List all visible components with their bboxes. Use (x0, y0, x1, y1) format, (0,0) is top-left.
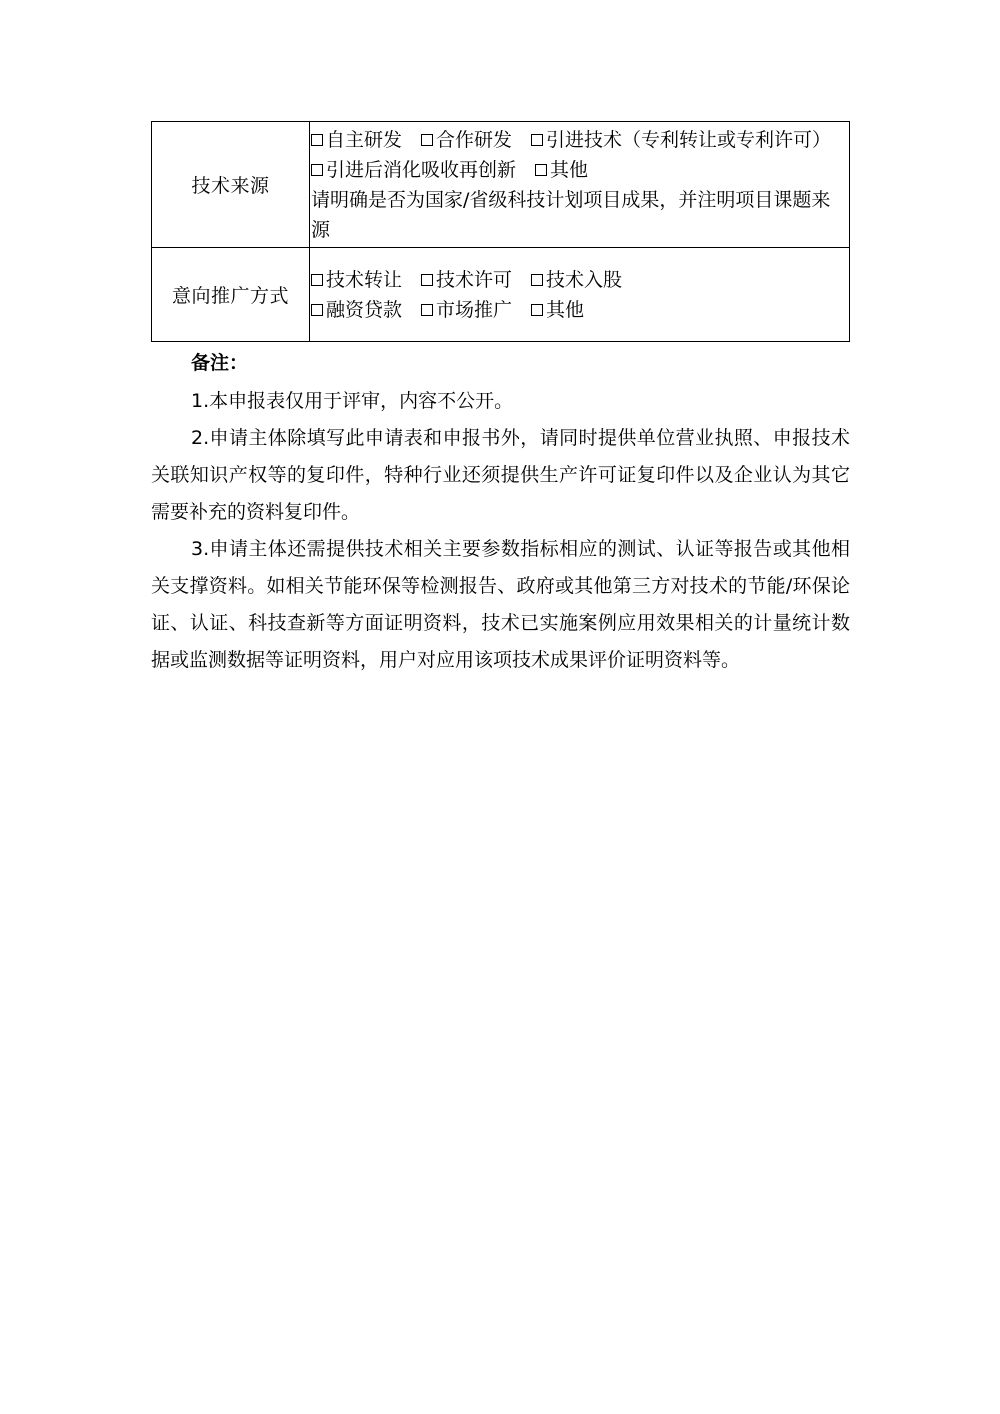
tech-source-options-line1 (311, 125, 849, 155)
checkbox-icon[interactable] (531, 304, 543, 316)
option-market-promotion[interactable]: 市场推广 (421, 295, 512, 325)
promotion-method-options (310, 248, 850, 342)
option-tech-license[interactable]: 技术许可 (421, 265, 512, 295)
checkbox-icon[interactable] (311, 134, 323, 146)
note-item-1: 1.本申报表仅用于评审，内容不公开。 (191, 390, 514, 412)
table-row-tech-source (152, 122, 850, 248)
checkbox-icon[interactable] (421, 304, 433, 316)
promotion-method-label: 意向推广方式 (152, 248, 310, 342)
checkbox-icon[interactable] (531, 134, 543, 146)
promotion-method-options-line1 (311, 265, 849, 295)
checkbox-icon[interactable] (421, 274, 433, 286)
option-other-method[interactable]: 其他 (531, 295, 584, 325)
note-item-3: 3.申请主体还需提供技术相关主要参数指标相应的测试、认证等报告或其他相关支撑资料。如相关节能环保等检测报告、政府或其他第三方对技术的节能/环保论证、认证、科技查新等方面证明资料，技术已实施案例应用效果相关的计量统计数据或监测数据等证明资料，用户对应用该项技术成果评价证明资料等。 (151, 538, 850, 671)
tech-source-options (310, 122, 850, 248)
option-financing-loan[interactable]: 融资贷款 (311, 295, 402, 325)
option-tech-equity[interactable]: 技术入股 (531, 265, 622, 295)
option-other-source[interactable]: 其他 (535, 155, 588, 185)
checkbox-icon[interactable] (311, 164, 323, 176)
note-item-2: 2.申请主体除填写此申请表和申报书外，请同时提供单位营业执照、申报技术关联知识产权等的复印件，特种行业还须提供生产许可证复印件以及企业认为其它需要补充的资料复印件。 (151, 427, 850, 523)
application-form-table (151, 121, 850, 342)
checkbox-icon[interactable] (421, 134, 433, 146)
option-cooperative[interactable]: 合作研发 (421, 125, 512, 155)
promotion-method-options-line2 (311, 295, 849, 325)
option-reinnovation[interactable]: 引进后消化吸收再创新 (311, 155, 516, 185)
notes-title: 备注： (191, 352, 249, 374)
tech-source-request-note: 请明确是否为国家/省级科技计划项目成果，并注明项目课题来源 (311, 189, 831, 241)
table-row-promotion-method (152, 248, 850, 342)
checkbox-icon[interactable] (531, 274, 543, 286)
option-tech-transfer[interactable]: 技术转让 (311, 265, 402, 295)
option-introduced[interactable]: 引进技术（专利转让或专利许可） (531, 125, 831, 155)
checkbox-icon[interactable] (311, 274, 323, 286)
checkbox-icon[interactable] (535, 164, 547, 176)
checkbox-icon[interactable] (311, 304, 323, 316)
tech-source-label: 技术来源 (152, 122, 310, 248)
notes-section (151, 347, 850, 679)
option-self-developed[interactable]: 自主研发 (311, 125, 402, 155)
tech-source-options-line2 (311, 155, 849, 185)
